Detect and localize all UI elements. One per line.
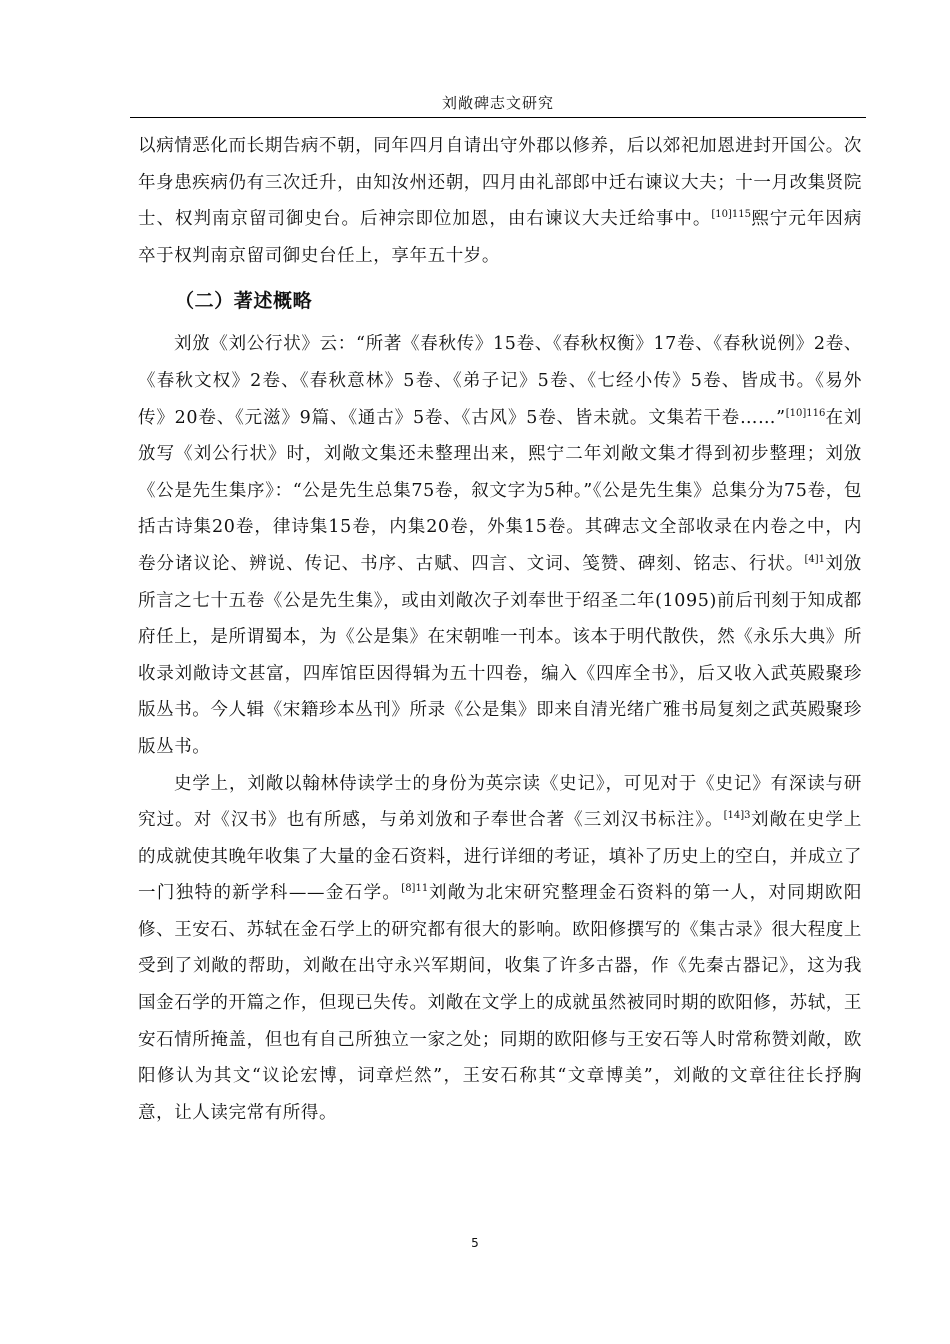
paragraph-text: 以病情恶化而长期告病不朝，同年四月自请出守外郡以修养，后以郊祀加恩进封开国公。次年身患疾病仍有三次迁升，由知汝州还朝，四月由礼部郎中迁右谏议大夫；十一月改集贤院士、权判南京留司御史台。后神宗即位加恩，由右谏议大夫迁给事中。 (138, 136, 862, 230)
running-header: 刘敞碑志文研究 (441, 94, 554, 112)
header-rule (130, 117, 866, 118)
paragraph-text: 刘敞在史学上的成就使其晚年收集了大量的金石资料，进行详细的考证，填补了历史上的空白，并成立了一门独特的新学科——金石学。 (138, 810, 862, 904)
citation-marker: [10]115 (711, 209, 752, 221)
paragraph-writings (138, 326, 862, 765)
paragraph-continuation (138, 128, 862, 274)
paragraph-text: 刘敞为北宋研究整理金石资料的第一人，对同期欧阳修、王安石、苏轼在金石学上的研究都有很大的影响。欧阳修撰写的《集古录》很大程度上受到了刘敞的帮助，刘敞在出守永兴军期间，收集了许多古器，作《先秦古器记》，这为我国金石学的开篇之作，但现已失传。刘敞在文学上的成就虽然被同时期的欧阳修，苏轼，王安石情所掩盖，但也有自己所独立一家之处；同期的欧阳修与王安石等人时常称赞刘敞，欧阳修认为其文“议论宏博，词章烂然”，王安石称其“文章博美”，刘敞的文章往往长抒胸意，让人读完常有所得。 (138, 883, 862, 1123)
paragraph-text: 刘攽《刘公行状》云：“所著《春秋传》15卷、《春秋权衡》17卷、《春秋说例》2卷、《春秋文权》2卷、《春秋意林》5卷、《弟子记》5卷、《七经小传》5卷、皆成书。《易外传》20卷、《元滋》9篇、《通古》5卷、《古风》5卷、皆未就。文集若干卷……” (138, 334, 862, 428)
citation-marker: [14]3 (723, 810, 751, 822)
citation-marker: [8]11 (401, 883, 429, 895)
citation-marker: [4]1 (804, 553, 825, 565)
citation-marker: [10]116 (785, 407, 826, 419)
section-heading: （二）著述概略 (175, 290, 313, 313)
paragraph-text: 在刘攽写《刘公行状》时，刘敞文集还未整理出来，熙宁二年刘敞文集才得到初步整理；刘攽《公是先生集序》：“公是先生总集75卷，叙文字为5种。”《公是先生集》总集分为75卷，包括古诗集20卷，律诗集15卷，内集20卷，外集15卷。其碑志文全部收录在内卷之中，内卷分诸议论、辨说、传记、书序、古赋、四言、文词、笺赞、碑刻、铭志、行状。 (138, 407, 863, 574)
body-text (138, 128, 862, 1131)
paragraph-text: 刘攽所言之七十五卷《公是先生集》，或由刘敞次子刘奉世于绍圣二年(1095)前后刊刻于知成都府任上，是所谓蜀本，为《公是集》在宋朝唯一刊本。该本于明代散佚，然《永乐大典》所收录刘敞诗文甚富，四库馆臣因得辑为五十四卷，编入《四库全书》，后又收入武英殿聚珍版丛书。今人辑《宋籍珍本丛刊》所录《公是集》即来自清光绪广雅书局复刻之武英殿聚珍版丛书。 (138, 553, 862, 757)
paragraph-history (138, 766, 862, 1132)
paragraph-text: 熙宁元年因病卒于权判南京留司御史台任上，享年五十岁。 (138, 209, 862, 266)
paragraph-text: 史学上，刘敞以翰林侍读学士的身份为英宗读《史记》，可见对于《史记》有深读与研究过。对《汉书》也有所感，与弟刘攽和子奉世合著《三刘汉书标注》。 (138, 773, 862, 831)
page-number: 5 (471, 1236, 479, 1250)
